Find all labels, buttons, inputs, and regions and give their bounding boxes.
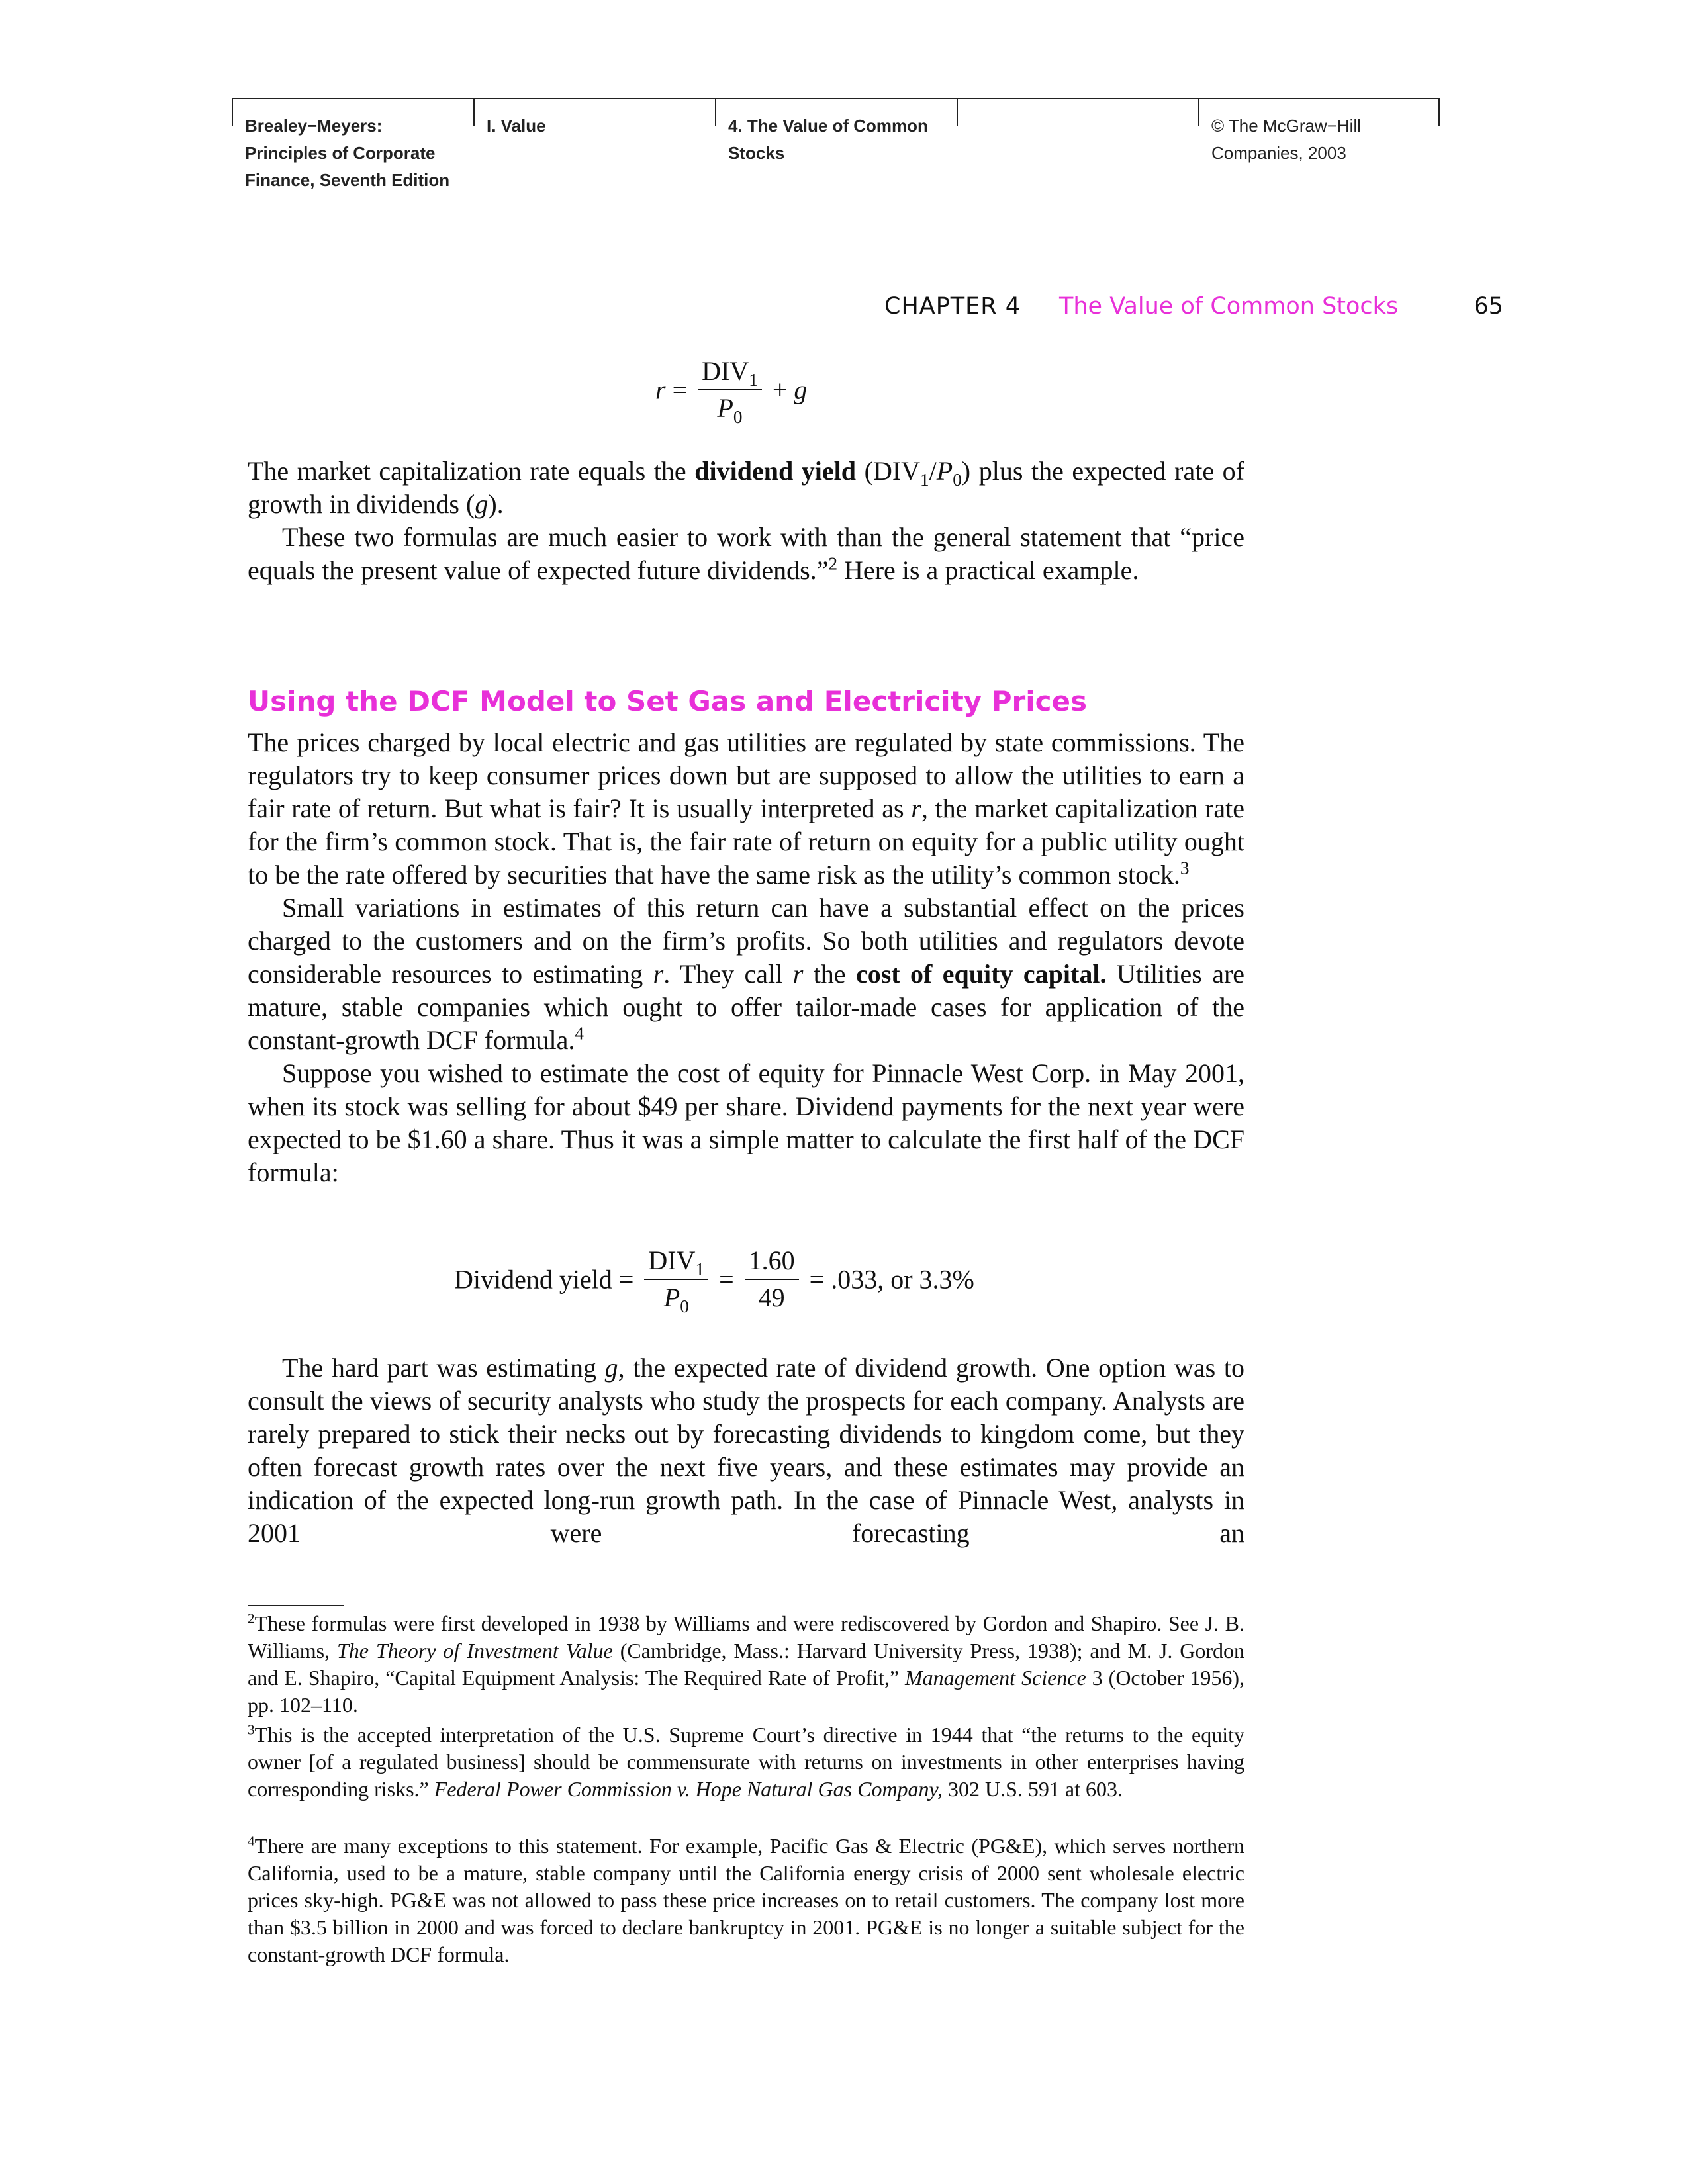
chapter-label: CHAPTER 4 — [884, 293, 1021, 320]
paragraph: The hard part was estimating g, the expected rate of dividend growth. One option was to consult the views of security analysts who study the prospects for each company. Analysts are rarely prepared to stick their necks out by forecasting dividends to kingdom come, but they often forecast growth rates over the next five years, and these estimates may provide an indication of the expected long-run growth path. In the case of Pinnacle West, analysts in 2001 were forecasting an — [248, 1353, 1245, 1548]
page-number: 65 — [1474, 293, 1503, 320]
section-text — [248, 726, 1244, 1189]
continued-text — [248, 1351, 1244, 1550]
intro-text — [248, 455, 1244, 587]
header-book-title: Brealey−Meyers: Principles of Corporate Finance, Seventh Edition — [245, 116, 450, 190]
section-heading: Using the DCF Model to Set Gas and Electricity Prices — [248, 685, 1088, 717]
term-dividend-yield: dividend yield — [694, 456, 857, 486]
equals-sign: = — [672, 375, 688, 405]
fraction-div-over-p: $\frac{DIV_1}{P_0}$ — [644, 1246, 708, 1313]
header-chapter: 4. The Value of Common Stocks — [728, 116, 928, 163]
chapter-title: The Value of Common Stocks — [1059, 293, 1399, 320]
footnote-ref: 4 — [575, 1023, 584, 1044]
footnote-rule — [248, 1605, 344, 1606]
footnote-ref: 2 — [828, 553, 838, 574]
header-rule — [232, 98, 1440, 99]
formula-label: Dividend yield — [454, 1264, 612, 1295]
formula-cost-of-equity — [655, 356, 808, 427]
paragraph: Small variations in estimates of this return can have a substantial effect on the prices charged to the customers and on the firm’s profits. So both utilities and regulators devote considerable resources to estimating r. They call r the cost of equity capital. Utilities are mature, stable companies which ought to offer tailor-made cases for application of the constant-growth DCF formula.$^4$ — [248, 893, 1245, 1055]
var-r: r — [655, 375, 666, 405]
paragraph: The market capitalization rate equals the dividend yield $(DIV_1/P_0)$ plus the expected rate of growth in dividends (g). — [248, 456, 1245, 519]
fraction-values: $\frac{1.60}{49}$ — [745, 1246, 799, 1313]
term-cost-of-equity: cost of equity capital. — [855, 959, 1107, 989]
plus-sign: + — [772, 375, 788, 405]
header-divider — [1198, 98, 1199, 126]
footnote-ref: 3 — [1180, 858, 1190, 878]
fraction-div-over-p: $\frac{DIV_1}{P_0}$ — [698, 356, 762, 424]
var-g: g — [794, 375, 808, 405]
paragraph: Suppose you wished to estimate the cost of equity for Pinnacle West Corp. in May 2001, when its stock was selling for about $49 per share. Dividend payments for the next year were expected to be $1.60 a share. Thus it was a simple matter to calculate the first half of the DCF formula: — [248, 1058, 1244, 1187]
paragraph: These two formulas are much easier to work with than the general statement that “price equals the present value of expected future dividends.”$^2$ Here is a practical example. — [248, 522, 1244, 585]
running-head — [884, 293, 1503, 326]
book-header — [232, 98, 1440, 230]
numerator: DIV — [702, 356, 749, 386]
footnote-4: $^4$There are many exceptions to this statement. For example, Pacific Gas & Electric (PG&E), which serves northern California, used to be a mature, stable company until the California energy crisis of 2000 sent wholesale electric prices sky-high. PG&E was not allowed to pass these price increases on to retail customers. The company lost more than $3.5 billion in 2000 and was forced to declare bankruptcy in 2001. PG&E is no longer a suitable subject for the constant-growth DCF formula. — [248, 1833, 1244, 1966]
header-copyright: © The McGraw−Hill Companies, 2003 — [1211, 116, 1362, 163]
header-divider — [957, 98, 958, 126]
footnote-2: $^2$These formulas were first developed in 1938 by Williams and were rediscovered by Gordon and Shapiro. See J. B. Williams, The Theory of Investment Value (Cambridge, Mass.: Harvard University Press, 1938); and M. J. Gordon and E. Shapiro, “Capital Equipment Analysis: The Required Rate of Profit,” Management Science 3 (October 1956), pp. 102–110. — [248, 1610, 1245, 1717]
formula-result: .033, or 3.3% — [831, 1264, 974, 1295]
formula-dividend-yield: Dividend yield = $\frac{DIV_1}{P_0}$ = $\frac{1.60}{49}$ = .033, or 3.3% — [454, 1246, 974, 1316]
header-part: I. Value — [487, 116, 546, 136]
paragraph: The prices charged by local electric and gas utilities are regulated by state commissions. The regulators try to keep consumer prices down but are supposed to allow the utilities to earn a fair rate of return. But what is fair? It is usually interpreted as r, the market capitalization rate for the firm’s common stock. That is, the fair rate of return on equity for a public utility ought to be the rate offered by securities that have the same risk as the utility’s common stock.$^3$ — [248, 727, 1244, 889]
denominator: P — [717, 393, 733, 423]
header-divider — [473, 98, 475, 126]
footnote-3: $^3$This is the accepted interpretation of the U.S. Supreme Court’s directive in 1944 that “the returns to the equity owner [of a regulated business] should be commensurate with returns on investments in other enterprises having corresponding risks.” Federal Power Commission v. Hope Natural Gas Company, 302 U.S. 591 at 603. — [248, 1721, 1244, 1801]
header-divider — [1438, 98, 1440, 126]
header-divider — [232, 98, 233, 126]
header-divider — [715, 98, 716, 126]
